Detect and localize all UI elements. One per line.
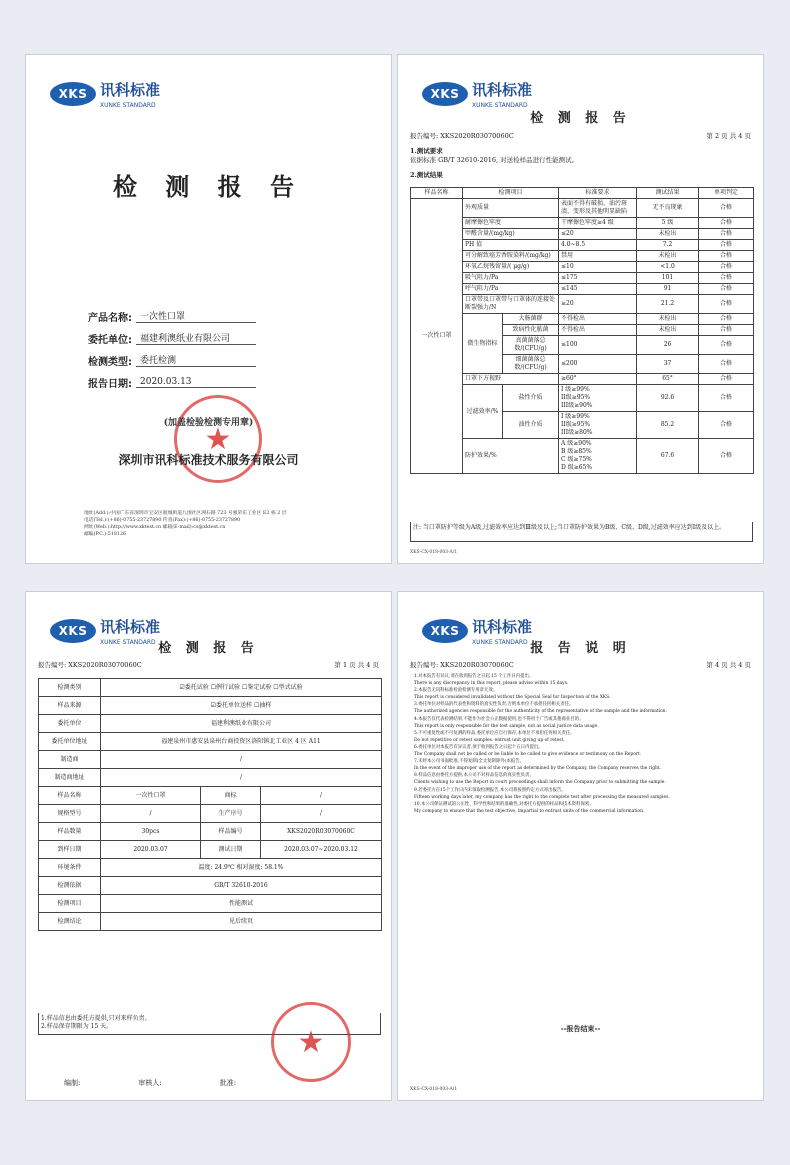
table-row bbox=[39, 877, 382, 895]
sample-notes: 1.样品信息由委托方提供,只对来样负责。 2.样品保存期限为 15 天。 bbox=[38, 1013, 381, 1035]
table-row bbox=[39, 679, 382, 697]
form-code: XKS-CX-018-003-A/1 bbox=[410, 550, 458, 555]
table-row bbox=[39, 859, 382, 877]
statement-paragraph: 1.对本报告有异议,请在收到报告之日起 15 个工作日内提出。 bbox=[414, 674, 534, 679]
basic-info-table bbox=[38, 678, 382, 931]
table-row bbox=[39, 895, 382, 913]
field-value: 福建泉州市惠安县泉州台商投资区洛阳镇北工业区 4 区 A11 bbox=[101, 733, 382, 751]
table-row: 油性介质 I 级≥99% II级≥95% III级≥80% 85.2 合格 bbox=[411, 412, 754, 439]
field-value: / bbox=[101, 751, 382, 769]
statement-paragraph: Clients wishing to use the Report in court proceedings shall inform the Company prior to submitting the sample. bbox=[414, 780, 666, 786]
table-row: 规格型号 / 生产序号 / bbox=[39, 805, 382, 823]
table-row: 呼气阻力/Pa ≤145 91 合格 bbox=[411, 284, 754, 295]
group-label: 微生物指标 bbox=[463, 314, 503, 374]
statement-paragraph: My company to ensure that the test objective, impartial to entrust units of the commercial information. bbox=[414, 808, 645, 814]
xks-logo: XKS 讯科标准 XUNKE STANDARD bbox=[422, 616, 532, 646]
field-value: / bbox=[101, 769, 382, 787]
field-label: 委托单位地址 bbox=[39, 733, 101, 751]
report-number: 报告编号: XKS2020R03070060C bbox=[410, 661, 514, 669]
table-row bbox=[39, 913, 382, 931]
field-label: 环境条件 bbox=[39, 859, 101, 877]
table-row bbox=[39, 697, 382, 715]
table-row: 到样日期 2020.03.07 测试日期 2020.03.07~2020.03.12 bbox=[39, 841, 382, 859]
statement-paragraph: 7.未经本公司书面批准,不得复制(全文复制除外)本报告。 bbox=[414, 759, 524, 765]
table-row: 可分解致癌芳香胺染料/(mg/kg) 禁用 未检出 合格 bbox=[411, 251, 754, 262]
table-header: 标准要求 bbox=[559, 188, 637, 199]
form-code: XKS-CX-018-003-A/1 bbox=[410, 1087, 458, 1092]
statement-paragraph: This report is considered invalidated without the Special Seal for Inspection of the XKS. bbox=[414, 695, 611, 701]
cover-info bbox=[88, 305, 256, 393]
report-statement-page bbox=[397, 591, 764, 1101]
logo-english-name: XUNKE STANDARD bbox=[100, 102, 156, 109]
page-title: 报 告 说 明 bbox=[530, 641, 631, 656]
statement-paragraph: 4.本报告仅代表检测结果,不能作为社会公正数据使用,也不得用于广告或其他商业目的。 bbox=[414, 716, 584, 722]
field-label: 检测类别 bbox=[39, 679, 101, 697]
page-indicator: 第 4 页 共 4 页 bbox=[706, 661, 751, 669]
xks-logo bbox=[50, 79, 160, 109]
table-row: 致病性化脓菌 不得检出 未检出 合格 bbox=[411, 325, 754, 336]
report-meta bbox=[410, 131, 751, 140]
stamp-note: (加盖检验检测专用章) bbox=[163, 418, 254, 428]
table-row: 细菌菌落总数/(CFU/g) ≤200 37 合格 bbox=[411, 355, 754, 374]
report-date-row: 报告日期: 2020.03.13 bbox=[88, 371, 256, 393]
table-row: 样品名称 一次性口罩 商标 / bbox=[39, 787, 382, 805]
field-label: 检测依据 bbox=[39, 877, 101, 895]
editor-label: 编制: bbox=[64, 1079, 81, 1087]
product-name-row: 产品名称: 一次性口罩 bbox=[88, 305, 256, 327]
statement-paragraph: 5.不可重复性或不可复测的样品,委托单位应自行保存,本单位不承担任何相关责任。 bbox=[414, 730, 575, 736]
star-icon: ★ bbox=[204, 422, 232, 457]
page-indicator: 第 1 页 共 4 页 bbox=[334, 661, 379, 669]
statement-paragraph: 3.委托单位对样品的代表性和资料的真实性负责,否则本单位不承担任何相关责任。 bbox=[414, 702, 574, 708]
table-header: 测试结果 bbox=[637, 188, 699, 199]
statement-paragraph: This report is only responsible for the test sample, not as social justice data usage. bbox=[414, 723, 599, 729]
field-value: 见后续页 bbox=[101, 913, 382, 931]
logo-chinese-name: 讯科标准 bbox=[100, 81, 161, 99]
sample-name-cell: 一次性口罩 bbox=[411, 199, 463, 474]
approver-label: 批准: bbox=[219, 1079, 237, 1087]
table-row bbox=[39, 733, 382, 751]
reviewer-label: 审核人: bbox=[138, 1079, 162, 1087]
field-value: 福建利澳纸业有限公司 bbox=[101, 715, 382, 733]
table-row: 口罩下方视野 ≥60° 65° 合格 bbox=[411, 374, 754, 385]
field-value: GB/T 32610-2016 bbox=[101, 877, 382, 895]
table-header-row bbox=[411, 188, 754, 199]
table-row: 甲醛含量/(mg/kg) ≤20 未检出 合格 bbox=[411, 229, 754, 240]
field-label: 委托单位 bbox=[39, 715, 101, 733]
table-row: 一次性口罩 外观质量 表面不得有破损、油污斑渍、变形及其他明显缺陷 无不良现象 合格 bbox=[411, 199, 754, 218]
field-label: 制造商地址 bbox=[39, 769, 101, 787]
test-requirement: 1.测试要求 依据标准 GB/T 32610-2016, 对送检样品进行性能测试。 2.测试结果 bbox=[410, 147, 579, 179]
field-label: 样品来源 bbox=[39, 697, 101, 715]
group-label: 过滤效率/% bbox=[463, 385, 503, 439]
phone-line: 电话(Tel.):(+86)-0755-23727890 传真(Fax):(+86)-0755-23727890 bbox=[84, 518, 241, 523]
statement-paragraph: In the event of the improper use of the report as determined by the Company, the Company reserves the right. bbox=[414, 766, 662, 772]
table-row: 耐摩擦色牢度 干摩擦色牢度≥4 级 5 级 合格 bbox=[411, 218, 754, 229]
xks-logo-badge: XKS bbox=[50, 82, 96, 106]
red-seal-stamp bbox=[174, 395, 262, 483]
results-table bbox=[410, 187, 754, 474]
statement-paragraph: The Company shall not be called or be liable to be called to give evidence or testimony on the Report. bbox=[414, 752, 642, 758]
table-row: 样品数量 30pcs 样品编号 XKS2020R03070060C bbox=[39, 823, 382, 841]
address-line: 地址(Add.):中国广东省深圳市宝安区航城街道九围社区洲石路 723 号强荣东工业区 E2 栋 2 层 bbox=[84, 511, 287, 516]
report-meta bbox=[410, 660, 751, 669]
table-header: 检测项目 bbox=[463, 188, 559, 199]
table-row: 吸气阻力/Pa ≤175 101 合格 bbox=[411, 273, 754, 284]
page-indicator: 第 2 页 共 4 页 bbox=[706, 132, 751, 140]
statement-paragraph: 9.若委托方在15个工作日内未领取检测报告,本公司将按照约定方式寄出报告。 bbox=[414, 787, 566, 793]
xks-logo: XKS 讯科标准 XUNKE STANDARD bbox=[422, 79, 532, 109]
web-line: 网址(Web.):http://www.xktest.cn 邮箱(E-mail):cs@xktest.cn bbox=[84, 525, 226, 530]
statement-paragraph: 10.本公司保证测试的公正性、科学性和结果的准确性,对委托方提供的样品和技术资料保密。 bbox=[414, 801, 594, 807]
table-row: 真菌菌落总数/(CFU/g) ≤100 26 合格 bbox=[411, 336, 754, 355]
table-row: 过滤效率/% 盐性介质 I 级≥99% II级≥95% III级≥90% 92.6 合格 bbox=[411, 385, 754, 412]
table-row bbox=[39, 751, 382, 769]
table-row: 环氧乙烷残留量/( μg/g) ≤10 <1.0 合格 bbox=[411, 262, 754, 273]
table-row bbox=[39, 715, 382, 733]
client-row: 委托单位: 福建利澳纸业有限公司 bbox=[88, 327, 256, 349]
cover-title: 检 测 报 告 bbox=[112, 172, 305, 201]
report-end-marker: --报告结束-- bbox=[560, 1024, 601, 1033]
page-title: 检 测 报 告 bbox=[158, 641, 259, 656]
company-name: 深圳市讯科标准技术服务有限公司 bbox=[118, 453, 299, 467]
statement-paragraph: Fifteen working days later, my company has the right to the complete test after processing the measured samples. bbox=[414, 794, 670, 800]
report-number: 报告编号: XKS2020R03070060C bbox=[410, 132, 514, 140]
report-results-page bbox=[397, 54, 764, 564]
report-number: 报告编号: XKS2020R03070060C bbox=[38, 661, 142, 669]
statement-paragraph: 8.样品信息由委托方提供,本公司不对样品信息的真实性负责。 bbox=[414, 773, 534, 779]
table-header: 单项判定 bbox=[699, 188, 754, 199]
table-row: 微生物指标 大肠菌群 不得检出 未检出 合格 bbox=[411, 314, 754, 325]
statement-paragraph: Do not repetitive or retest samples, entrust unit giving up of retest. bbox=[414, 737, 565, 743]
test-type-row: 检测类型: 委托检测 bbox=[88, 349, 256, 371]
results-note: 注: 当口罩防护等级为A级,过滤效率应达到Ⅲ级及以上;当口罩防护效果为B级、C级、D级,过滤效率应达到Ⅰ级及以上。 bbox=[410, 522, 753, 542]
star-icon: ★ bbox=[297, 1025, 325, 1060]
field-value: 温度: 24.9℃ 相对湿度: 58.1% bbox=[101, 859, 382, 877]
report-basic-info-page bbox=[25, 591, 392, 1101]
table-row: 口罩带及口罩带与口罩体的连接处断裂强力/N ≥20 21.2 合格 bbox=[411, 295, 754, 314]
xks-logo: XKS 讯科标准 XUNKE STANDARD bbox=[50, 616, 160, 646]
signature-row bbox=[64, 1078, 236, 1088]
contact-block bbox=[84, 510, 334, 538]
page-title: 检 测 报 告 bbox=[530, 111, 631, 126]
postcode-line: 邮编(P.C.):518126 bbox=[84, 532, 127, 537]
table-row: 防护效果/% A 级≥90% B 级≥85% C 级≥75% D 级≥65% 67.6 合格 bbox=[411, 439, 754, 474]
report-cover-page bbox=[25, 54, 392, 564]
field-value: ☑委托试验 ☐例行试验 ☐鉴定试验 ☐型式试验 bbox=[101, 679, 382, 697]
field-label: 检测项目 bbox=[39, 895, 101, 913]
statement-text bbox=[414, 674, 749, 816]
table-row bbox=[39, 769, 382, 787]
field-value: 性能测试 bbox=[101, 895, 382, 913]
field-label: 检测结论 bbox=[39, 913, 101, 931]
table-row: PH 值 4.0~8.5 7.2 合格 bbox=[411, 240, 754, 251]
red-seal-stamp bbox=[271, 1002, 351, 1082]
field-value: ☑委托单位送样 ☐抽样 bbox=[101, 697, 382, 715]
statement-paragraph: 6.委托单位对本报告有异议者,须于收到报告之日起十五日内提出。 bbox=[414, 744, 543, 750]
statement-paragraph: 2.本报告无讯科标准检验检测专用章无效。 bbox=[414, 688, 498, 694]
table-header: 样品名称 bbox=[411, 188, 463, 199]
statement-paragraph: The authorized agencies responsible for the authenticity of the representative of the sample and the information. bbox=[414, 709, 667, 715]
report-meta bbox=[38, 660, 379, 669]
statement-paragraph: There is any discrepancy in this report, please advise within 15 days. bbox=[414, 681, 569, 687]
field-label: 制造商 bbox=[39, 751, 101, 769]
